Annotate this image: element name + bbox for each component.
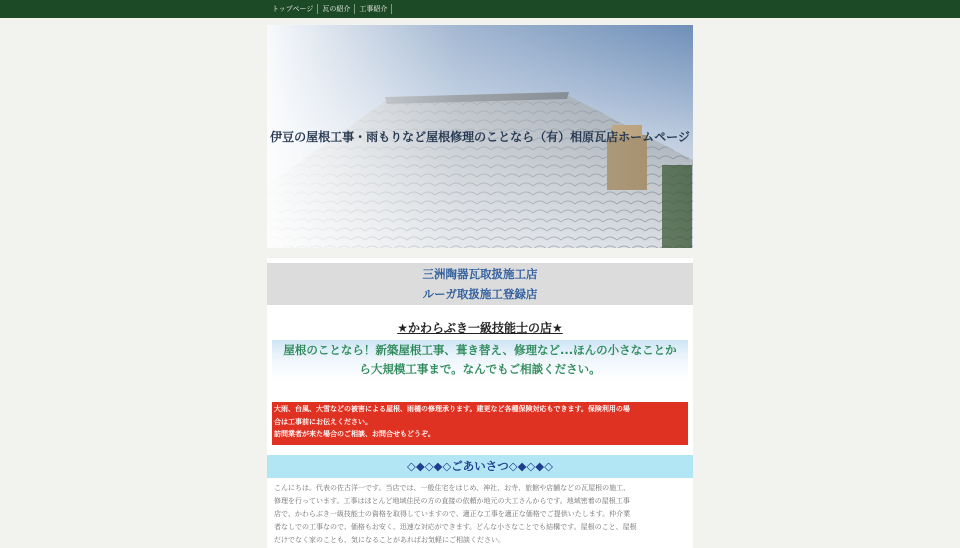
greeting-line: 店で、かわらぶき一級技能士の資格を取得していますので、適正な工事を適正な価格でご提供いたします。仲介業 bbox=[274, 510, 631, 518]
dealer-line-sanshu: 三洲陶器瓦取扱施工店 bbox=[422, 267, 538, 281]
notice-line-2: 合は工事前にお伝えください。 bbox=[274, 417, 372, 426]
catchphrase-line-2: ら大規模工事まで。なんでもご相談ください。 bbox=[359, 362, 601, 376]
nav-menu bbox=[268, 0, 392, 18]
greeting-text bbox=[274, 482, 688, 547]
notice-line-1: 大雨、台風、大雪などの被害による屋根、雨樋の修理承ります。建更など各種保険対応もできます。保険利用の場 bbox=[274, 405, 630, 413]
catchphrase-line-1: 屋根のことなら！新築屋根工事、葺き替え、修理など...ほんの小さなことか bbox=[283, 343, 677, 357]
greeting-line: こんにちは。代表の佐古洋一です。当店では、一般住宅をはじめ、神社、お寺、旅館や店舗などの瓦屋根の施工、 bbox=[274, 484, 631, 492]
dealer-info-box bbox=[267, 263, 693, 305]
top-navigation-bar bbox=[0, 0, 960, 18]
greeting-line: 修理を行っています。工事はほとんど地域住民の方の直接の依頼か地元の大工さんからです。地域密着の屋根工事 bbox=[274, 497, 630, 505]
nav-link-works[interactable]: 工事紹介 bbox=[355, 4, 392, 14]
hero-banner bbox=[267, 25, 693, 248]
repair-notice-box bbox=[272, 402, 688, 445]
catchphrase-box bbox=[272, 340, 688, 381]
main-content bbox=[267, 258, 693, 548]
skill-certification-heading: ★かわらぶき一級技能士の店★ bbox=[397, 321, 563, 335]
dealer-line-ruga: ルーガ取扱施工登録店 bbox=[422, 287, 538, 301]
site-title: 伊豆の屋根工事・雨もりなど屋根修理のことなら（有）相原瓦店ホームページ bbox=[270, 130, 690, 144]
greeting-line: だけでなく家のことも、気になることがあればお気軽にご相談ください。 bbox=[274, 536, 505, 544]
nav-link-tiles[interactable]: 瓦の紹介 bbox=[318, 4, 355, 14]
notice-line-3: 訪問業者が来た場合のご相談、お問合せもどうぞ。 bbox=[274, 430, 435, 438]
greeting-heading: ◇◆◇◆◇ごあいさつ◇◆◇◆◇ bbox=[267, 455, 693, 478]
nav-link-top-page[interactable]: トップページ bbox=[268, 4, 318, 14]
greeting-line: 者なしでの工事なので、価格もお安く、迅速な対応ができます。どんな小さなことでも結構です。屋根のこと、屋根 bbox=[274, 523, 637, 531]
